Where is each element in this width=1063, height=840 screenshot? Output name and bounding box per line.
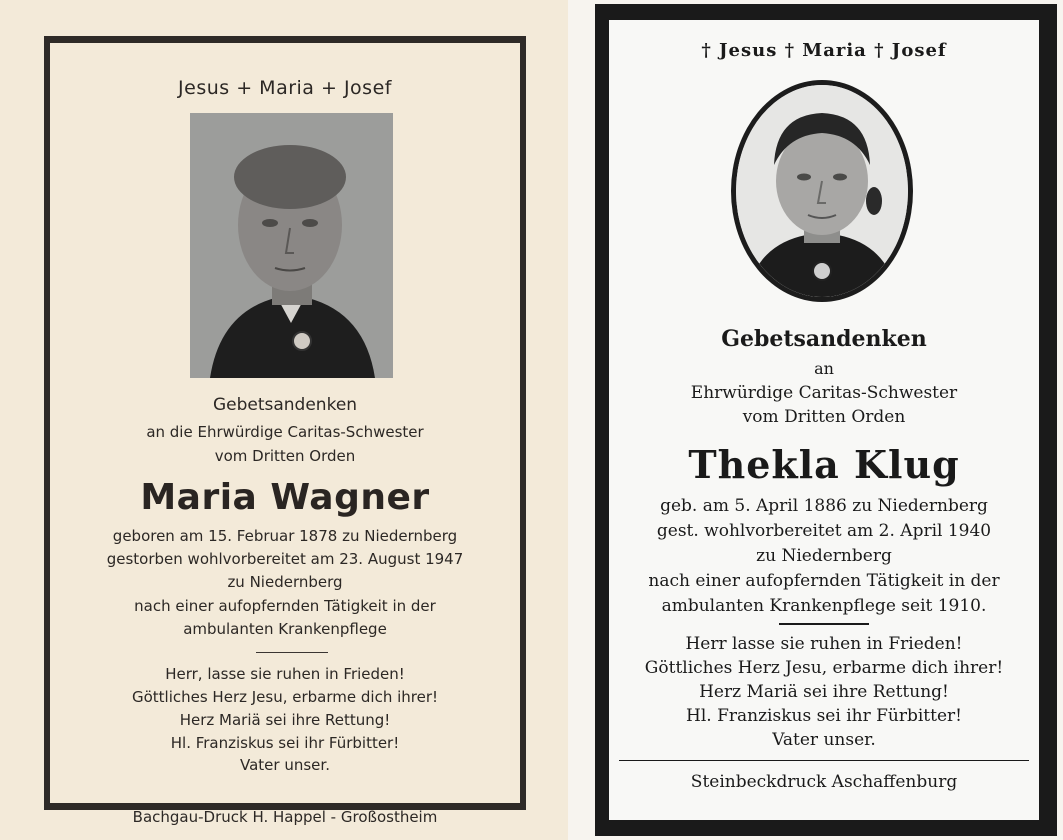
portrait-photo <box>190 113 393 378</box>
prayer-line: Herz Mariä sei ihre Rettung! <box>179 711 391 729</box>
prayer-line: Hl. Franziskus sei ihr Fürbitter! <box>170 734 400 752</box>
subtitle-line2: vom Dritten Orden <box>742 407 906 427</box>
activity-line1: nach einer aufopfernden Tätigkeit in der <box>134 597 436 615</box>
prayer-line: Vater unser. <box>240 756 330 774</box>
prayer-line: Herz Mariä sei ihre Rettung! <box>699 682 949 702</box>
prayer-line: Herr, lasse sie ruhen in Frieden! <box>165 665 405 683</box>
birth-line: geb. am 5. April 1886 zu Niedernberg <box>660 496 988 516</box>
card-title: Gebetsandenken <box>212 395 358 415</box>
deceased-name: Maria Wagner <box>140 477 430 518</box>
portrait-photo <box>736 85 908 297</box>
prayer-line: Vater unser. <box>772 730 876 750</box>
card-header: Jesus + Maria + Josef <box>178 77 392 99</box>
activity-line2: ambulanten Krankenpflege seit 1910. <box>661 596 987 616</box>
subtitle-line1: an die Ehrwürdige Caritas-Schwester <box>146 423 424 441</box>
divider <box>779 623 869 625</box>
oval-portrait-frame <box>731 80 913 302</box>
card-header: † Jesus † Maria † Josef <box>701 40 947 61</box>
deceased-name: Thekla Klug <box>688 442 960 487</box>
footer-divider <box>619 760 1029 761</box>
printer-credit: Steinbeckdruck Aschaffenburg <box>690 772 958 792</box>
death-line: gestorben wohlvorbereitet am 23. August 1947 <box>106 550 464 568</box>
activity-line2: ambulanten Krankenpflege <box>183 620 387 638</box>
title-connector: an <box>814 359 834 378</box>
divider <box>256 652 328 653</box>
prayer-line: Herr lasse sie ruhen in Frieden! <box>685 634 963 654</box>
prayer-line: Göttliches Herz Jesu, erbarme dich ihrer! <box>131 688 439 706</box>
birth-line: geboren am 15. Februar 1878 zu Niedernberg <box>112 527 458 545</box>
memorial-card-right <box>595 4 1057 836</box>
card-title: Gebetsandenken <box>721 326 927 352</box>
subtitle-line2: vom Dritten Orden <box>214 447 356 465</box>
prayer-line: Göttliches Herz Jesu, erbarme dich ihrer! <box>644 658 1004 678</box>
printer-credit: Bachgau-Druck H. Happel - Großostheim <box>132 808 438 826</box>
place-line: zu Niedernberg <box>756 546 892 566</box>
prayer-line: Hl. Franziskus sei ihr Fürbitter! <box>686 706 962 726</box>
death-line: gest. wohlvorbereitet am 2. April 1940 <box>656 521 992 541</box>
card-paper-right <box>609 20 1039 820</box>
place-line: zu Niedernberg <box>227 573 343 591</box>
subtitle-line1: Ehrwürdige Caritas-Schwester <box>690 383 958 403</box>
activity-line1: nach einer aufopfernden Tätigkeit in der <box>648 571 1000 591</box>
mourning-border-left <box>44 36 526 810</box>
